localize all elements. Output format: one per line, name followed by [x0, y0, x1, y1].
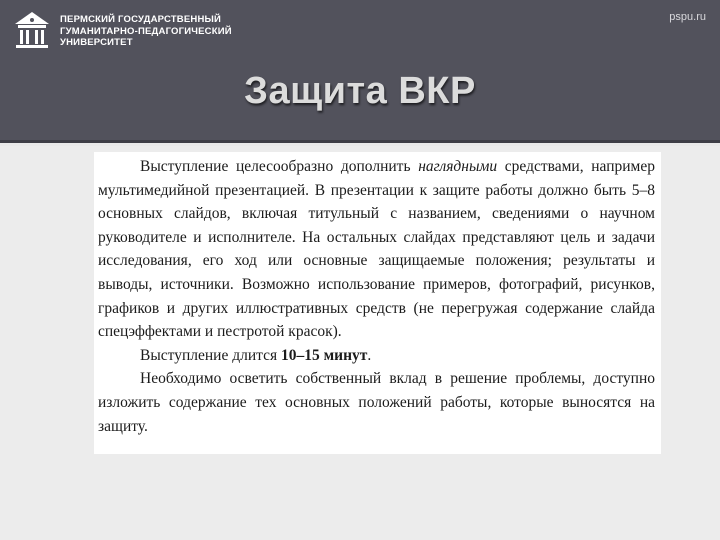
- paragraph-duration: [98, 344, 655, 368]
- slide-header: [0, 0, 720, 143]
- university-building-icon: [12, 10, 52, 52]
- university-name-line-1: ПЕРМСКИЙ ГОСУДАРСТВЕННЫЙ: [60, 14, 222, 25]
- paragraph-presentation: [98, 155, 655, 344]
- paragraph-1-emphasis: наглядными: [418, 158, 498, 175]
- university-name-line-3: УНИВЕРСИТЕТ: [60, 37, 133, 48]
- paragraph-2-start: Выступление длится: [140, 346, 281, 364]
- university-name: [60, 14, 232, 49]
- paragraph-contribution: Необходимо осветить собственный вклад в решение проблемы, доступно изложить содержание тех основных положений работы, которые выносятся на защиту.: [98, 370, 655, 435]
- paragraph-1-start: Выступление целесообразно дополнить: [140, 158, 419, 175]
- paragraph-1-rest: средствами, например мультимедийной презентацией. В презентации к защите работы должно быть 5–8 основных слайдов, включая титульный с названием, сведениями о научном руководителе и исполнителе. На остальных слайдах представляют цель и задачи исследования, его ход или основные защищаемые положения; результаты и выводы, источники. Возможно использование примеров, фотографий, рисунков, графиков и других иллюстративных средств (не перегружая содержание слайда спецэффектами и пестротой красок).: [98, 158, 655, 341]
- slide-title: Защита ВКР: [244, 70, 476, 112]
- site-url[interactable]: pspu.ru: [669, 11, 706, 23]
- university-name-line-2: ГУМАНИТАРНО-ПЕДАГОГИЧЕСКИЙ: [60, 25, 232, 37]
- paragraph-2-end: .: [367, 346, 372, 364]
- paragraph-2-strong: 10–15 минут: [280, 346, 368, 364]
- scanned-text-block: [94, 152, 661, 454]
